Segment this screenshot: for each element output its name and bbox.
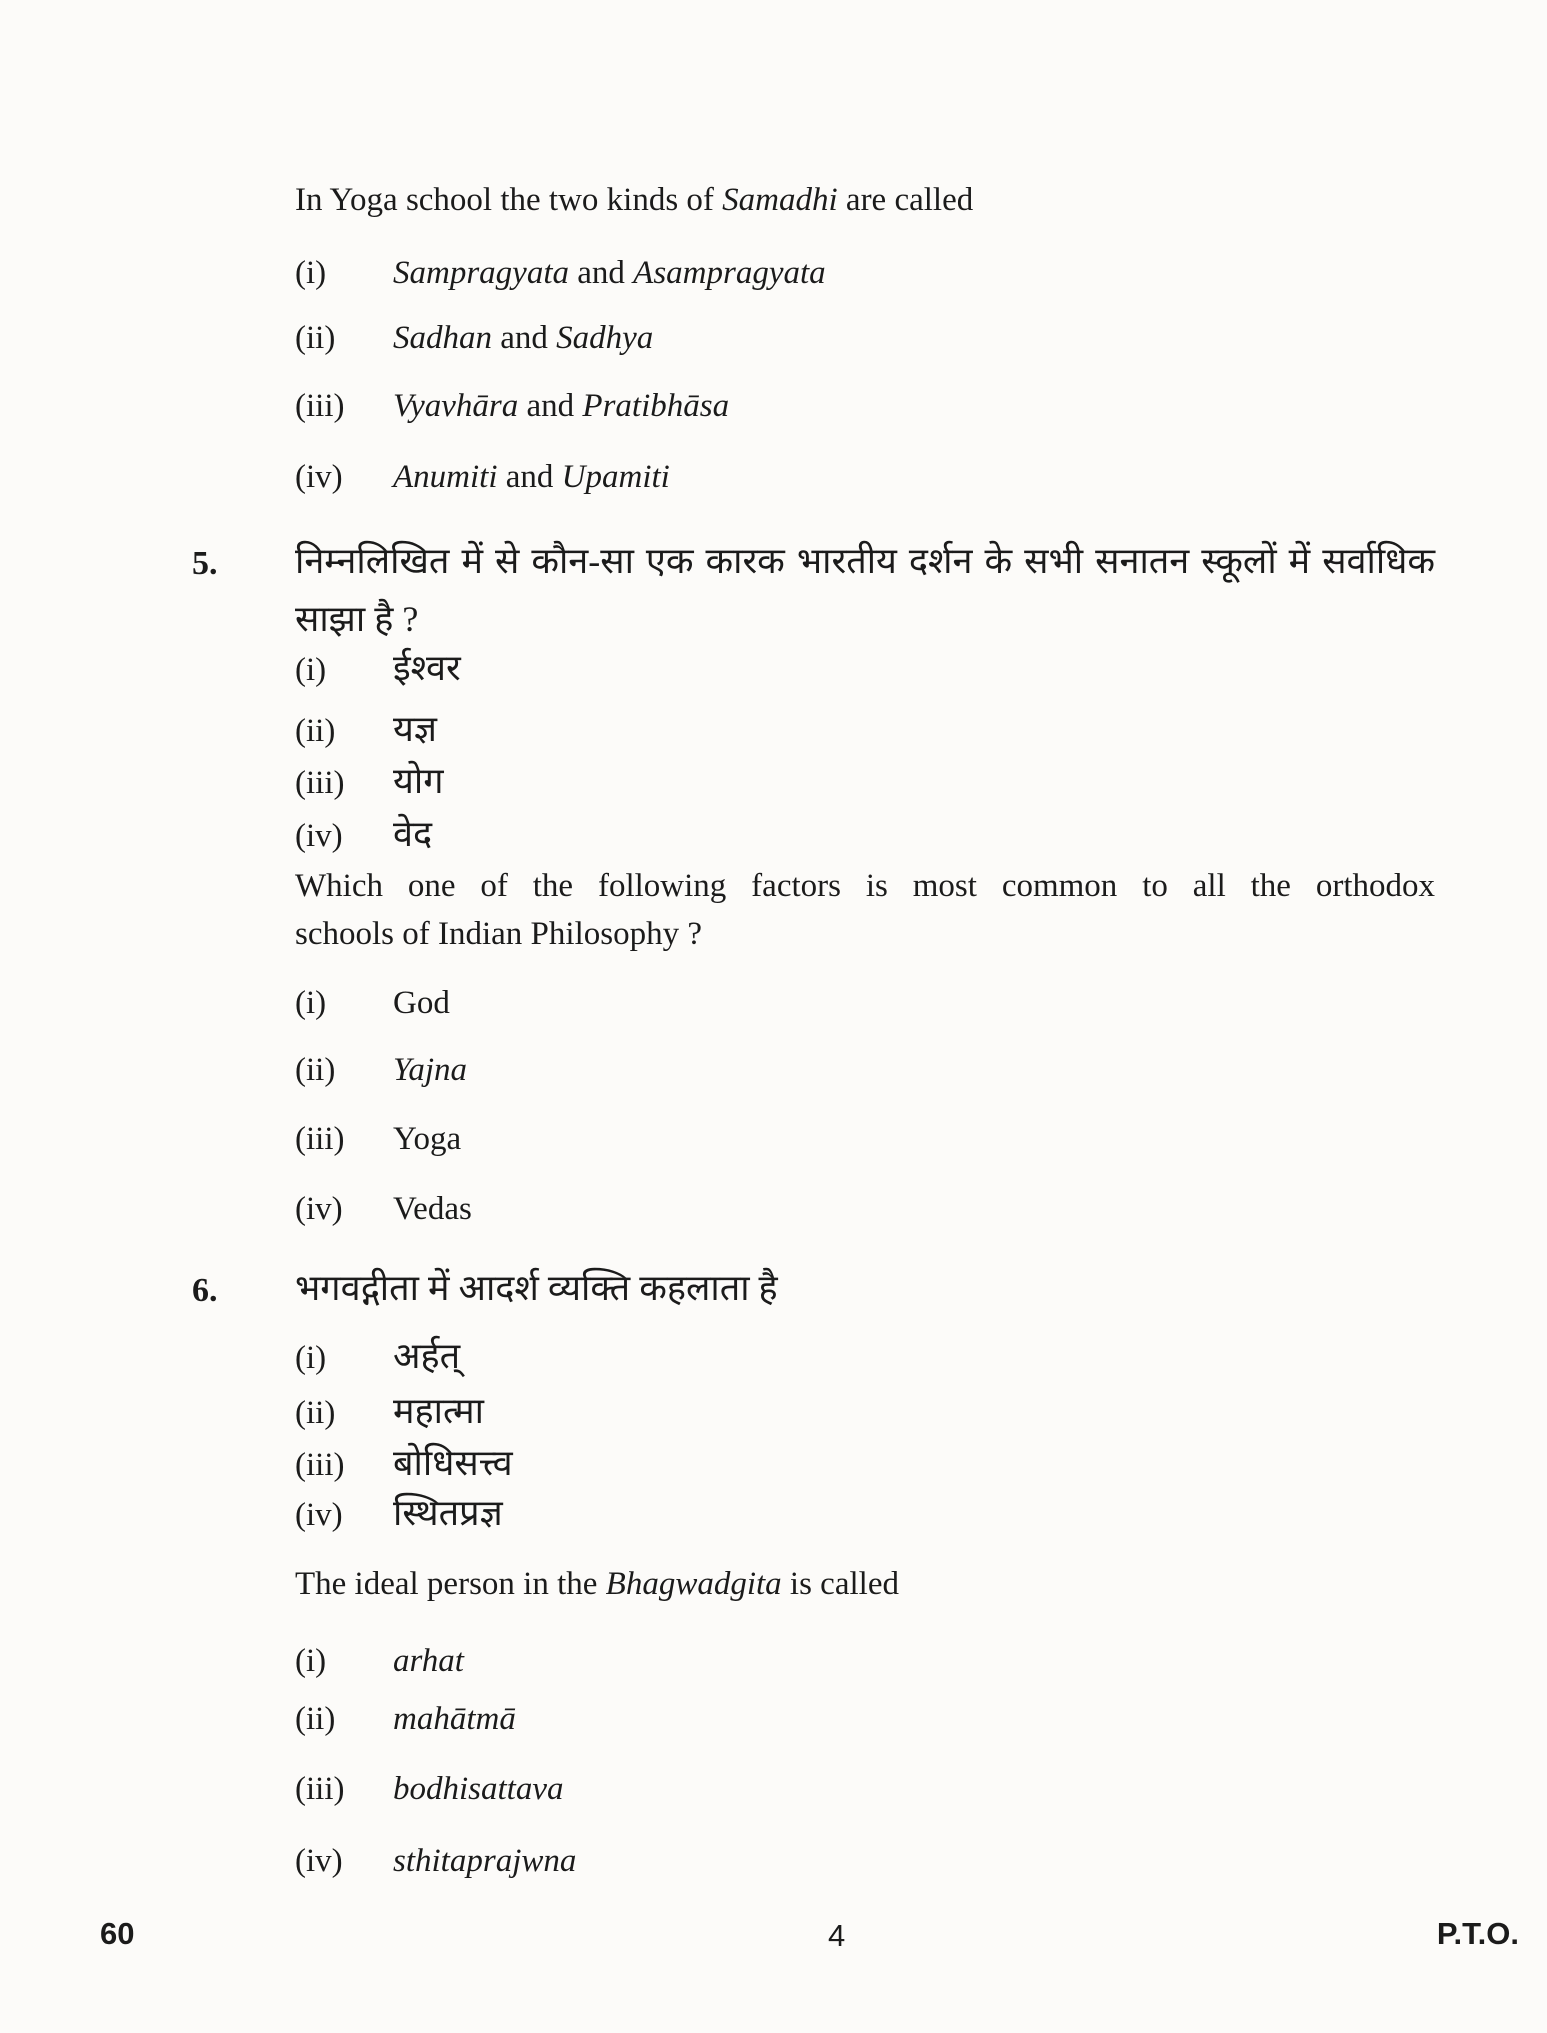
option-label: (i) [295,255,327,291]
pto-label: P.T.O. [1436,1916,1519,1951]
option-label: (iv) [295,1191,343,1227]
option-text: Sadhan and Sadhya [393,320,654,356]
option-label: (ii) [295,713,336,749]
q4-stem-text: In Yoga school the two kinds of [295,182,723,218]
option-text: अर्हत् [393,1336,461,1376]
q6-english-option-row-4 [295,1841,576,1882]
option-text: महात्मा [393,1391,484,1431]
q4-stem-term: Samadhi [722,182,838,218]
option-label: (iii) [295,765,345,801]
option-label: (iii) [295,1447,345,1483]
option-label: (iii) [295,1771,345,1807]
option-label: (ii) [295,1701,336,1737]
option-label: (i) [295,985,327,1021]
q6-hindi-option-row-2 [295,1388,484,1435]
option-text: योग [393,761,444,801]
q4-option-row-2 [295,318,653,359]
q5-stem-english-line1: Which one of the following factors is most common to all the orthodox [295,868,1435,904]
q5-hindi-option-row-2 [295,706,437,753]
option-text: ईश्वर [393,648,461,688]
q5-english-option-row-4 [295,1189,472,1230]
q6-english-option-row-1 [295,1641,464,1682]
option-text: Vedas [393,1191,472,1227]
q6-hindi-option-row-4 [295,1490,503,1537]
q5-hindi-option-row-3 [295,758,443,805]
option-text: arhat [393,1643,464,1679]
q6-stem-english: The ideal person in the Bhagwadgita is called [295,1566,899,1602]
q6-english-option-row-3 [295,1769,564,1810]
option-label: (iii) [295,1121,345,1157]
q6-english-option-row-2 [295,1699,516,1740]
q5-stem-english-line2: schools of Indian Philosophy ? [295,916,702,952]
q5-english-option-row-3 [295,1119,461,1160]
q4-option-row-3 [295,386,729,427]
option-text: Yoga [393,1121,462,1157]
option-text: Vyavhāra and Pratibhāsa [393,388,730,424]
option-label: (iv) [295,459,343,495]
option-label: (ii) [295,320,336,356]
option-text: sthitaprajwna [393,1843,577,1879]
option-text: वेद [393,814,433,854]
q5-hindi-option-row-4 [295,811,432,858]
option-label: (i) [295,1643,327,1679]
option-label: (i) [295,652,327,688]
option-text: Yajna [393,1052,467,1088]
option-text: bodhisattava [393,1771,564,1807]
option-label: (ii) [295,1395,336,1431]
option-text: mahātmā [393,1701,516,1737]
q6-hindi-option-row-3 [295,1440,513,1487]
option-label: (i) [295,1340,327,1376]
q5-stem-hindi-line2: साझा है ? [295,599,419,639]
option-text: बोधिसत्त्व [393,1443,513,1483]
option-text: God [393,985,450,1021]
option-label: (iv) [295,818,343,854]
option-label: (iv) [295,1497,343,1533]
q6-number: 6. [192,1272,218,1309]
page-number: 4 [828,1918,846,1953]
option-label: (iii) [295,388,345,424]
q5-number: 5. [192,545,218,582]
option-text: स्थितप्रज्ञ [393,1493,503,1533]
q6-stem-hindi: भगवद्गीता में आदर्श व्यक्ति कहलाता है [295,1268,778,1308]
q6-hindi-option-row-1 [295,1333,460,1380]
q5-english-option-row-2 [295,1050,467,1091]
q5-stem-hindi-line1: निम्नलिखित में से कौन-सा एक कारक भारतीय दर्शन के सभी सनातन स्कूलों में सर्वाधिक [295,541,1435,581]
option-label: (ii) [295,1052,336,1088]
option-label: (iv) [295,1843,343,1879]
q4-stem-text-after: are called [837,182,974,218]
q5-english-option-row-1 [295,983,450,1024]
q6-stem-term: Bhagwadgita [605,1566,782,1602]
q5-hindi-option-row-1 [295,645,461,692]
option-text: Anumiti and Upamiti [393,459,670,495]
paper-code: 60 [100,1916,135,1951]
q4-stem [295,180,973,221]
q4-option-row-4 [295,457,670,498]
q4-option-row-1 [295,253,826,294]
option-text: यज्ञ [393,709,437,749]
option-text: Sampragyata and Asampragyata [393,255,826,291]
